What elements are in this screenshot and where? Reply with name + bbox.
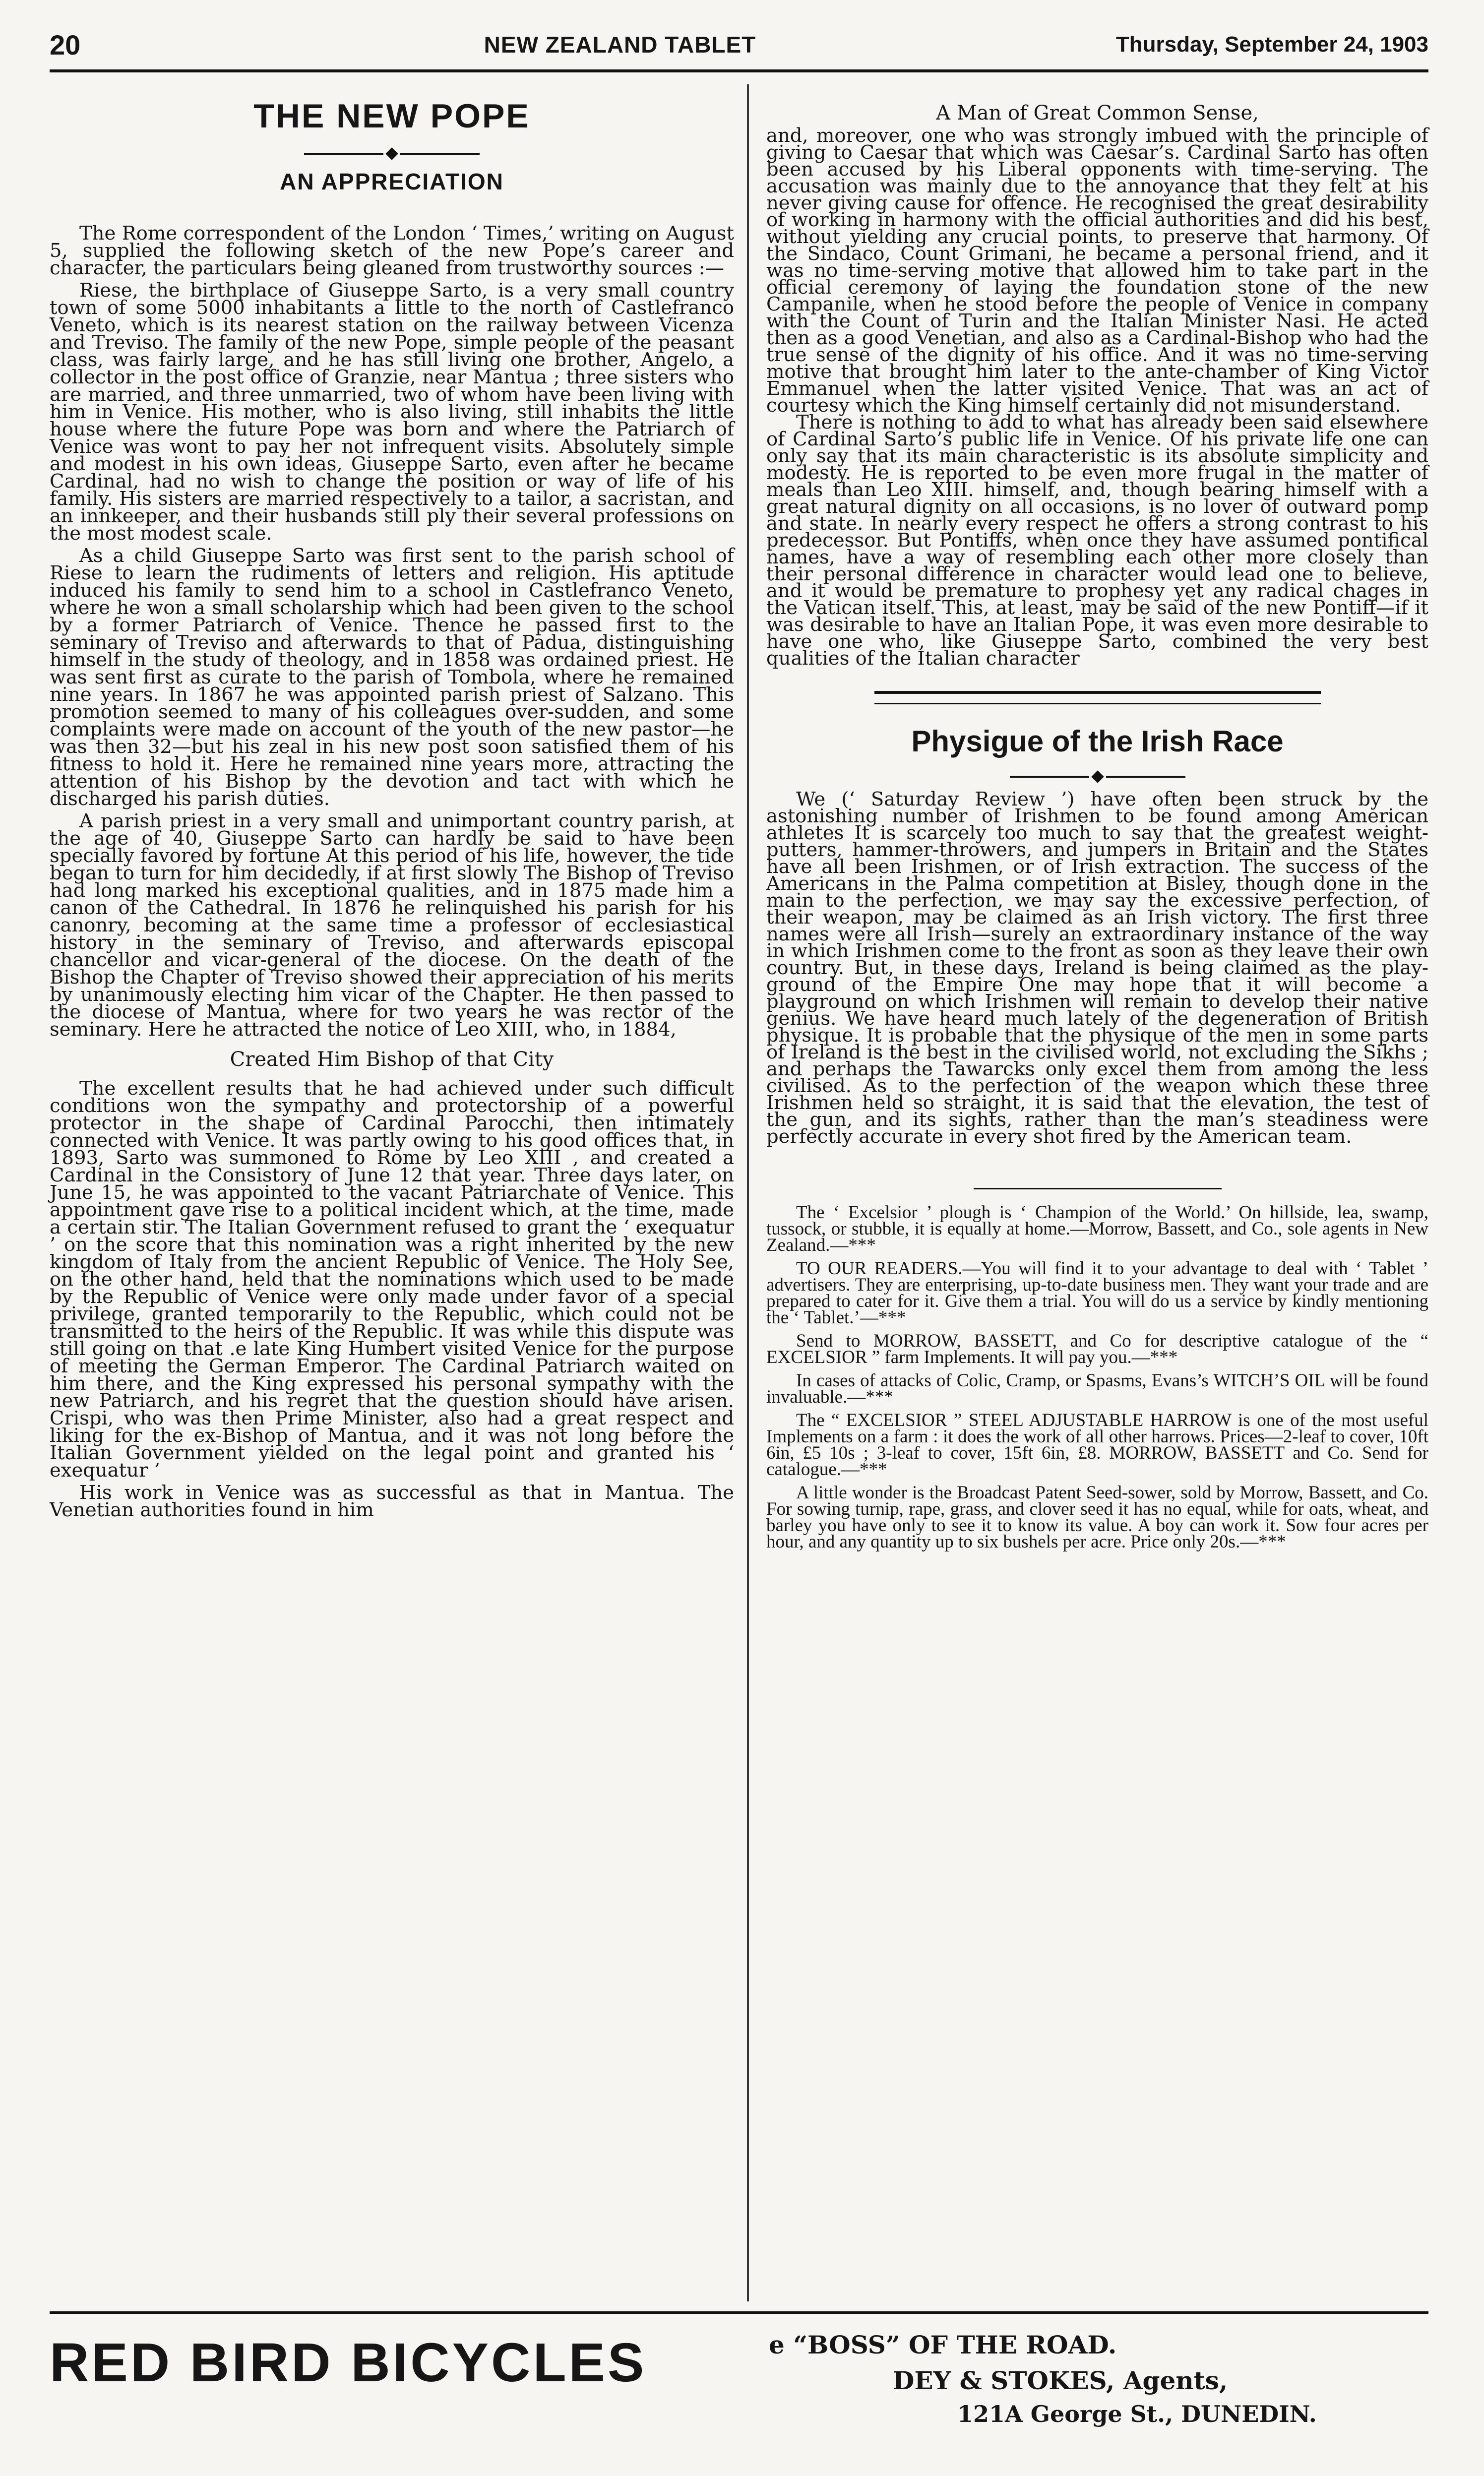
- article-title: THE NEW POPE: [253, 97, 530, 135]
- advertisement: The ‘ Excelsior ’ plough is ‘ Champion of the World.’ On hillside, lea, swamp, tussock, or stubble, it is equally at home.—Morrow, Bassett, and Co., sole agents in New Zealand.—***: [766, 1202, 1428, 1255]
- left-column: [50, 82, 734, 1524]
- paragraph: As a child Giuseppe Sarto was first sent to the parish school of Riese to learn the rudiments of letters and religion. His aptitude induced his family to send him to a school in Castlefranco Veneto, where he won a small scholarship which had been given to the school by a former Patriarch of Venice. Thence he passed first to the seminary of Treviso and afterwards to that of Padua, distinguishing himself in the study of theology, and in 1858 was ordained priest. He was sent first as curate to the parish of Tombola, where he remained nine years. In 1867 he was appointed parish priest of Salzano. This promotion seemed to many of his colleagues over-sudden, and some complaints were made on account of the youth of the new pastor—he was then 32—but his zeal in his new post soon satisfied them of his fitness to hold it. Here he remained nine years more, attracting the attention of his Bishop by the devotion and tact with which he discharged his parish duties.: [50, 545, 734, 810]
- section-divider: [874, 691, 1321, 704]
- issue-date: Thursday, September 24, 1903: [1115, 32, 1428, 57]
- paragraph: Riese, the birthplace of Giuseppe Sarto, is a very small country town of some 5000 inhabitants a little to the north of Castlefranco Veneto, which is its nearest station on the railway between Vicenza and Treviso. The family of the new Pope, simple people of the peasant class, was fairly large, and he has still living one brother, Angelo, a collector in the post office of Granzie, near Mantua ; three sisters who are married, and three unmarried, two of whom have been living with him in Venice. His mother, who is also living, still inhabits the little house where the future Pope was born and where the Patriarch of Venice was wont to pay her not infrequent visits. Absolutely simple and modest in his own ideas, Giuseppe Sarto, even after he became Cardinal, had no wish to change the position or way of life of his family. His sisters are married respectively to a tailor, a sacristan, and an innkeeper, and their husbands still ply their several professions on the most modest scale.: [50, 279, 734, 545]
- page-number: 20: [50, 29, 81, 61]
- advertisements: [766, 1204, 1428, 1550]
- advertisement: In cases of attacks of Colic, Cramp, or Spasms, Evans’s WITCH’S OIL will be found invaluable.—***: [766, 1370, 1428, 1407]
- advertisement: A little wonder is the Broadcast Patent Seed-sower, sold by Morrow, Bassett, and Co. For sowing turnip, rape, grass, and clover seed it has no equal, while for oats, wheat, and barley you have only to see it to know its value. A boy can work it. Sow four acres per hour, and any quantity up to six bushels per acre. Price only 20s.—***: [766, 1483, 1428, 1552]
- paragraph: There is nothing to add to what has already been said elsewhere of Cardinal Sarto’s public life in Venice. Of his private life one can only say that its main characteristic is its absolute simplicity and modesty. He is reported to be even more frugal in the matter of meals than Leo XIII. himself, and, though bearing himself with a great natural dignity on all occasions, is no lover of outward pomp and state. In nearly every respect he offers a strong contrast to his predecessor. But Pontiffs, when once they have assumed pontifical names, have a way of resembling each other more closely than their personal difference in character would lead one to believe, and it would be premature to prophesy yet any radical chages in the Vatican itself. This, at least, may be said of the new Pontiff—if it was desirable to have an Italian Pope, it was even more desirable to have one who, like Giuseppe Sarto, combined the very best qualities of the Italian character: [766, 411, 1428, 670]
- title-ornament: [50, 149, 734, 158]
- advertisement: The “ EXCELSIOR ” STEEL ADJUSTABLE HARROW is one of the most useful Implements on a farm : it does the work of all other harrows. Prices—2-leaf to cover, 10ft 6in, £5 10s ; 3-leaf to cover, 15ft 6in, £8. MORROW, BASSETT and Co. Send for catalogue.—***: [766, 1410, 1428, 1480]
- paragraph: We (‘ Saturday Review ’) have often been struck by the astonishing number of Irishmen to be found among American athletes It is scarcely too much to say that the greatest weight-putters, hammer-throwers, and jumpers in Britain and the States have all been Irishmen, or of Irish extraction. The success of the Americans in the Palma competition at Bisley, though done in the main to the perfection, we may say the excessive perfection, of their weapon, may be claimed as an Irish victory. The first three names were all Irish—surely an extraordinary instance of the way in which Irishmen come to the front as soon as they leave their own country. But, in these days, Ireland is being claimed as the play-ground of the Empire One may hope that it will become a playground on which Irishmen will remain to develop their native genius. We have heard much lately of the degeneration of British physique. It is probable that the physique of the men in some parts of Ireland is the best in the civilised world, not excluding the Sikhs ; and perhaps the Tawarcks only excel them from among the less civilised. As to the perfection of the weapon which these three Irishmen held so straight, it is said that the elevation, the test of the gun, and its sights, rather than the man’s steadiness were perfectly accurate in every shot fired by the American team.: [766, 788, 1428, 1148]
- section-subhead: Created Him Bishop of that City: [230, 1048, 554, 1071]
- article-title: Physigue of the Irish Race: [911, 725, 1284, 758]
- masthead-rule: [50, 69, 1428, 72]
- title-ornament: [766, 772, 1428, 781]
- article-subtitle: AN APPRECIATION: [280, 169, 504, 194]
- paper-name: NEW ZEALAND TABLET: [484, 32, 756, 58]
- agents: DEY & STOKES, Agents,: [893, 2366, 1228, 2395]
- paragraph: The excellent results that he had achieved under such difficult conditions won the sympathy and protectorship of a powerful protector in the shape of Cardinal Parocchi, then intimately connected with Venice. It was partly owing to his good offices that, in 1893, Sarto was summoned to Rome by Leo XIII , and created a Cardinal in the Consistory of June 12 that year. Three days later, on June 15, he was appointed to the vacant Patriarchate of Venice. This appointment gave rise to a political incident which, at the time, made a certain stir. The Italian Government refused to grant the ‘ exequatur ’ on the score that this nomination was a right inherited by the new kingdom of Italy from the ancient Republic of Venice. The Holy See, on the other hand, held that the nominations which used to be made by the Republic of Venice were only made under favor of a special privilege, granted temporarily to the Republic, which could not be transmitted to the heirs of the Republic. It was while this dispute was still going on that .e late King Humbert visited Venice for the purpose of meeting the German Emperor. The Cardinal Patriarch waited on him there, and the King expressed his personal sympathy with the new Patriarch, and his regret that the question should have arisen. Crispi, who was then Prime Minister, also had a great respect and liking for the ex-Bishop of Mantua, and it was not long before the Italian Government yielded on the legal point and granted his ‘ exequatur ’: [50, 1077, 734, 1482]
- paragraph: The Rome correspondent of the London ‘ Times,’ writing on August 5, supplied the following sketch of the new Pope’s career and character, the particulars being gleaned from trustworthy sources :—: [50, 222, 734, 279]
- paragraph: and, moreover, one who was strongly imbued with the principle of giving to Caesar that which was Caesar’s. Cardinal Sarto has often been accused by his Liberal opponents with time-serving. The accusation was mainly due to the annoyance that they felt at his never giving cause for offence. He recognised the great desirability of working in harmony with the official authorities and did his best, without yielding any crucial points, to preserve that harmony. Of the Sindaco, Count Grimani, he became a personal friend, and it was no time-serving motive that allowed him to take part in the official ceremony of laying the foundation stone of the new Campanile, when he stood before the people of Venice in company with the Count of Turin and the Italian Minister Nasi. He acted then as a good Venetian, and also as a Cardinal-Bishop who had the true sense of the dignity of his office. And it was no time-serving motive that brought him later to the ante-chamber of King Victor Emmanuel when the latter visited Venice. That was an act of courtesy which the King himself certainly did not misunderstand.: [766, 124, 1428, 417]
- paragraph: His work in Venice was as successful as that in Mantua. The Venetian authorities found in him: [50, 1482, 734, 1521]
- brand-name: RED BIRD BICYCLES: [50, 2332, 647, 2393]
- advertisement: TO OUR READERS.—You will find it to your advantage to deal with ‘ Tablet ’ advertisers. They are enterprising, up-to-date business men. They want your trade and are prepared to cater for it. Give them a trial. You will do us a service by kindly mentioning the ‘ Tablet.’—***: [766, 1258, 1428, 1328]
- footer-advertisement: [50, 2326, 1428, 2445]
- section-divider: [974, 1188, 1222, 1189]
- masthead: [50, 25, 1428, 64]
- right-column: [766, 82, 1428, 1557]
- column-divider: [747, 84, 749, 2301]
- section-subhead: A Man of Great Common Sense,: [936, 102, 1259, 124]
- tagline: e “BOSS” OF THE ROAD.: [769, 2330, 1117, 2359]
- footer-rule: [50, 2311, 1428, 2314]
- address: 121A George St., DUNEDIN.: [957, 2401, 1317, 2427]
- paragraph: A parish priest in a very small and unimportant country parish, at the age of 40, Giuseppe Sarto can hardly be said to have been specially favored by fortune At this period of his life, however, the tide began to turn for him decidedly, if at first slowly The Bishop of Treviso had long marked his exceptional qualities, and in 1875 made him a canon of the Cathedral. In 1876 he relinquished his parish for his canonry, becoming at the same time a professor of ecclesiastical history in the seminary of Treviso, and afterwards episcopal chancellor and vicar-general of the diocese. On the death of the Bishop the Chapter of Treviso showed their appreciation of his merits by unanimously electing him vicar of the Chapter. He then passed to the diocese of Mantua, where for two years he was rector of the seminary. Here he attracted the notice of Leo XIII, who, in 1884,: [50, 810, 734, 1041]
- advertisement: Send to MORROW, BASSETT, and Co for descriptive catalogue of the “ EXCELSIOR ” farm Implements. It will pay you.—***: [766, 1331, 1428, 1367]
